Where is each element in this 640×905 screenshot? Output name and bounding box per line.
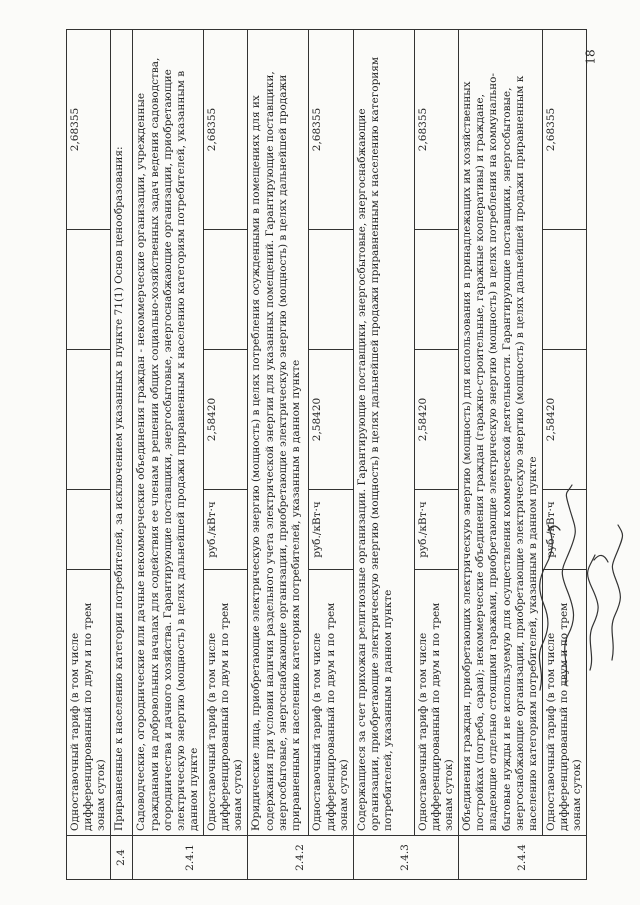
row-number bbox=[67, 836, 111, 880]
row-value-2: 2,68355 bbox=[542, 30, 586, 230]
row-number: 2.4 bbox=[111, 836, 133, 880]
row-number: 2.4.1 bbox=[133, 836, 248, 880]
tariff-table bbox=[66, 29, 587, 880]
row-number: 2.4.4 bbox=[459, 836, 587, 880]
row-empty-cell bbox=[414, 230, 458, 350]
table-row bbox=[459, 30, 543, 880]
row-unit: руб./кВт·ч bbox=[204, 490, 248, 570]
row-unit: руб./кВт·ч bbox=[542, 490, 586, 570]
row-name: Одноставочный тариф (в том числе дифференцированный по двум и по трем зонам суток) bbox=[414, 570, 458, 836]
row-name: Одноставочный тариф (в том числе дифференцированный по двум и по трем зонам суток) bbox=[204, 570, 248, 836]
table-row bbox=[204, 30, 248, 880]
row-value-2: 2,68355 bbox=[204, 30, 248, 230]
row-empty-cell bbox=[67, 230, 111, 350]
row-name: Одноставочный тариф (в том числе дифференцированный по двум и по трем зонам суток) bbox=[67, 570, 111, 836]
row-empty-cell bbox=[204, 230, 248, 350]
handwritten-certification-note bbox=[520, 470, 640, 700]
row-number: 2.4.3 bbox=[353, 836, 458, 880]
row-unit: руб./кВт·ч bbox=[309, 490, 353, 570]
row-value-2: 2,68355 bbox=[309, 30, 353, 230]
table-row bbox=[67, 30, 111, 880]
row-value-1: 2,58420 bbox=[309, 350, 353, 490]
row-value-1: 2,58420 bbox=[414, 350, 458, 490]
handwriting-scribble-icon bbox=[520, 470, 640, 700]
row-value-1: 2,58420 bbox=[542, 350, 586, 490]
category-description: Содержащиеся за счет прихожан религиозные организации. Гарантирующие поставщики, энергосбытовые, энергоснабжающие организации, приобретающие электрическую энергию (мощность) в целях дальнейшей продажи приравненным к населению категориям потребителей, указанным в данном пункте bbox=[353, 30, 414, 836]
category-description: Юридические лица, приобретающие электрическую энергию (мощность) в целях потребления осужденными в помещениях для их содержания при условии наличия раздельного учета электрической энергии для указанных помещений. Гарантирующие поставщики, энергосбытовые, энергоснабжающие организации, приобретающие электрическую энергию (мощность) в целях дальнейшей продажи приравненным к населению категориям потребителей, указанным в данном пункте bbox=[248, 30, 309, 836]
row-name: Одноставочный тариф (в том числе дифференцированный по двум и по трем зонам суток) bbox=[309, 570, 353, 836]
row-value-1: 2,58420 bbox=[204, 350, 248, 490]
table-row bbox=[111, 30, 133, 880]
table-row bbox=[133, 30, 204, 880]
row-empty-cell bbox=[309, 230, 353, 350]
section-heading: Приравненные к населению категории потребителей, за исключением указанных в пункте 71(1) Основ ценообразования: bbox=[111, 30, 133, 836]
table-row bbox=[309, 30, 353, 880]
rotated-tariff-sheet bbox=[66, 30, 584, 880]
category-description: Объединения граждан, приобретающих электрическую энергию (мощность) для использования в принадлежащих им хозяйственных постройках (погреба, сараи); некоммерческие объединения граждан (гаражно-строительные, гаражные кооперативы) и граждане, владеющие отдельно стоящими гаражами, приобретающие электрическую энергию (мощность) в целях потребления на коммунально-бытовые нужды и не используемую для осуществления коммерческой деятельности. Гарантирующие поставщики, энергосбытовые, энергоснабжающие организации, приобретающие электрическую энергию (мощность) в целях дальнейшей продажи приравненным к населению категориям потребителей, указанным в данном пункте bbox=[459, 30, 543, 836]
row-empty-cell bbox=[542, 230, 586, 350]
page-number: 18 bbox=[583, 49, 598, 65]
row-unit bbox=[67, 490, 111, 570]
category-description: Садоводческие, огороднические или дачные некоммерческие объединения граждан - некоммерческие организации, учрежденные гражданами на добровольных началах для содействия ее членам в решении общих социально-хозяйственных задач ведения садоводства, огородничества и дачного хозяйства. Гарантирующие поставщики, энергосбытовые, энергоснабжающие организации, приобретающие электрическую энергию (мощность) в целях дальнейшей продажи приравненным к населению категориям потребителей, указанным в данном пункте bbox=[133, 30, 204, 836]
row-value-2: 2,68355 bbox=[67, 30, 111, 230]
row-value-1 bbox=[67, 350, 111, 490]
row-value-2: 2,68355 bbox=[414, 30, 458, 230]
table-row bbox=[353, 30, 414, 880]
row-unit: руб./кВт·ч bbox=[414, 490, 458, 570]
table-row bbox=[414, 30, 458, 880]
row-number: 2.4.2 bbox=[248, 836, 353, 880]
row-name: Одноставочный тариф (в том числе дифференцированный по двум и по трем зонам суток) bbox=[542, 570, 586, 836]
table-row bbox=[542, 30, 586, 880]
table-row bbox=[248, 30, 309, 880]
